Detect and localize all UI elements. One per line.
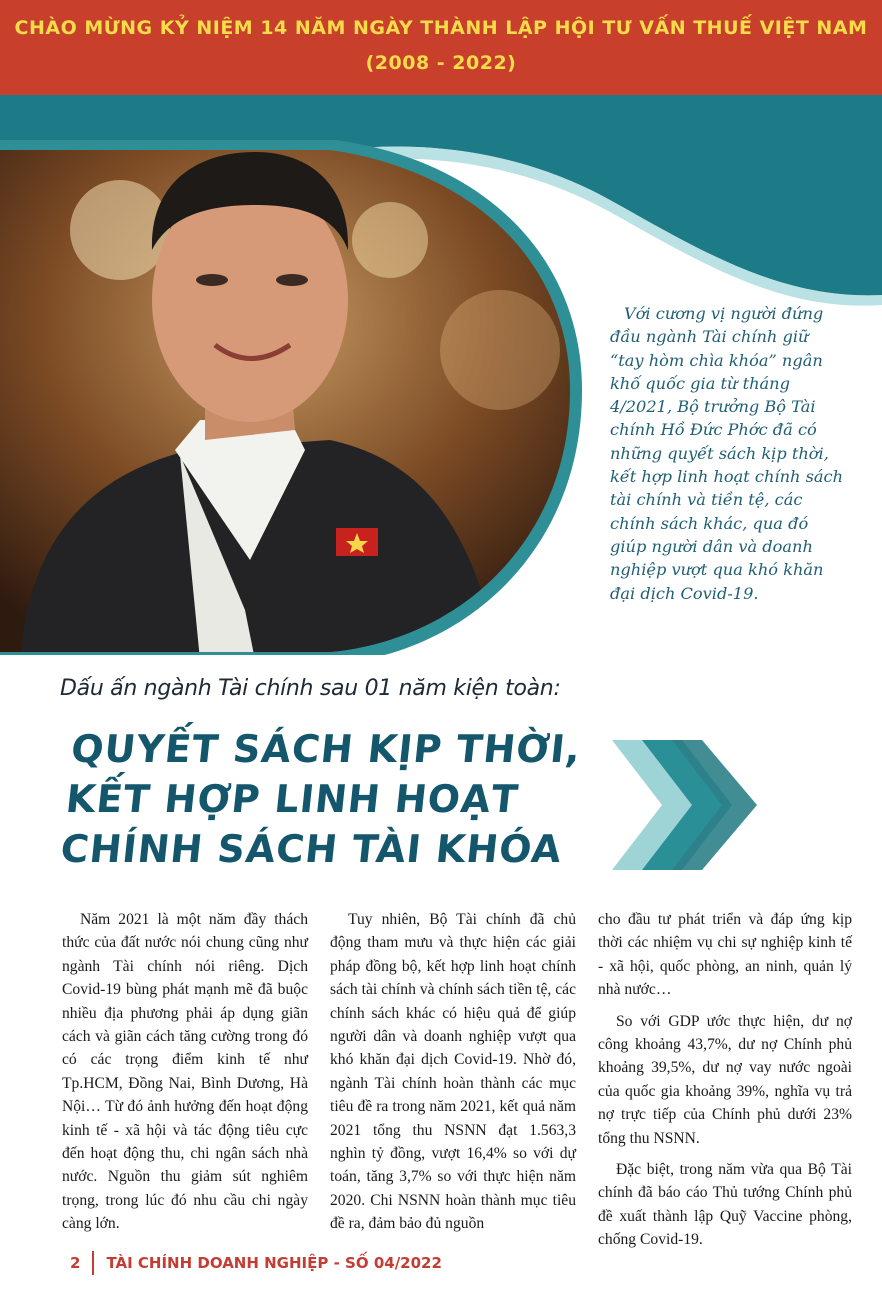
body-column-1 bbox=[62, 908, 308, 1244]
intro-quote-text: Với cương vị người đứng đầu ngành Tài chính giữ “tay hòm chìa khóa” ngân khố quốc gia từ tháng 4/2021, Bộ trưởng Bộ Tài chính Hồ Đức Phớc đã có những quyết sách kịp thời, kết hợp linh hoạt chính sách tài chính và tiền tệ, các chính sách khác, qua đó giúp người dân và doanh nghiệp vượt qua khó khăn đại dịch Covid-19. bbox=[610, 304, 844, 603]
paragraph: So với GDP ước thực hiện, dư nợ công khoảng 43,7%, dư nợ Chính phủ khoảng 39,5%, dư nợ vay nước ngoài của quốc gia khoảng 39%, nghĩa vụ trả nợ trực tiếp của Chính phủ dưới 23% tổng thu NSNN. bbox=[598, 1012, 852, 1147]
article-kicker: Dấu ấn ngành Tài chính sau 01 năm kiện toàn: bbox=[60, 676, 561, 701]
paragraph: cho đầu tư phát triển và đáp ứng kịp thời các nhiệm vụ chi sự nghiệp kinh tế - xã hội, quốc phòng, an ninh, quản lý nhà nước… bbox=[598, 911, 852, 999]
headline-line-3: CHÍNH SÁCH TÀI KHÓA bbox=[58, 827, 565, 871]
paragraph: Đặc biệt, trong năm vừa qua Bộ Tài chính đã báo cáo Thủ tướng Chính phủ đề xuất thành lập Quỹ Vaccine phòng, chống Covid-19. bbox=[598, 1161, 852, 1249]
chevron-arrows-icon bbox=[612, 740, 762, 870]
publication-title: TÀI CHÍNH DOANH NGHIỆP - SỐ 04/2022 bbox=[106, 1254, 442, 1272]
body-column-2 bbox=[330, 908, 576, 1244]
headline-line-2: KẾT HỢP LINH HOẠT bbox=[63, 777, 521, 821]
page-footer bbox=[70, 1250, 442, 1276]
footer-divider bbox=[92, 1251, 94, 1275]
paragraph: Tuy nhiên, Bộ Tài chính đã chủ động tham mưu và thực hiện các giải pháp đồng bộ, kết hợp linh hoạt chính sách tài chính và chính sách tiền tệ, các chính sách khác có hiệu quả để giúp người dân và doanh nghiệp vượt qua khó khăn đại dịch Covid-19. Nhờ đó, ngành Tài chính hoàn thành các mục tiêu đề ra trong năm 2021, kết quả năm 2021 tổng thu NSNN đạt 1.563,3 nghìn tỷ đồng, vượt 16,4% so với dự toán, tăng 3,7% so với thực hiện năm 2020. Chi NSNN hoàn thành mục tiêu đề ra, đảm bảo đủ nguồn bbox=[330, 911, 576, 1233]
page-number: 2 bbox=[70, 1254, 81, 1272]
headline-line-1: QUYẾT SÁCH KỊP THỜI, bbox=[69, 727, 584, 771]
portrait-photo bbox=[0, 95, 600, 655]
paragraph: Năm 2021 là một năm đầy thách thức của đất nước nói chung cũng như ngành Tài chính nói riêng. Dịch Covid-19 bùng phát mạnh mẽ đã buộc nhiều địa phương phải áp dụng giãn cách và giãn cách tăng cường trong đó có các trọng điểm kinh tế như Tp.HCM, Đồng Nai, Bình Dương, Hà Nội… Từ đó ảnh hưởng đến hoạt động kinh tế - xã hội và tác động tiêu cực đến hoạt động thu, chi ngân sách nhà nước. Nguồn thu giảm sút nghiêm trọng, trong lúc đó nhu cầu chi ngày càng lớn. bbox=[62, 911, 308, 1233]
intro-quote bbox=[610, 302, 846, 605]
banner-title: CHÀO MỪNG KỶ NIỆM 14 NĂM NGÀY THÀNH LẬP HỘI TƯ VẤN THUẾ VIỆT NAM bbox=[14, 17, 868, 39]
body-column-3 bbox=[598, 908, 852, 1260]
banner-years: (2008 - 2022) bbox=[365, 52, 517, 74]
article-headline bbox=[58, 724, 583, 874]
